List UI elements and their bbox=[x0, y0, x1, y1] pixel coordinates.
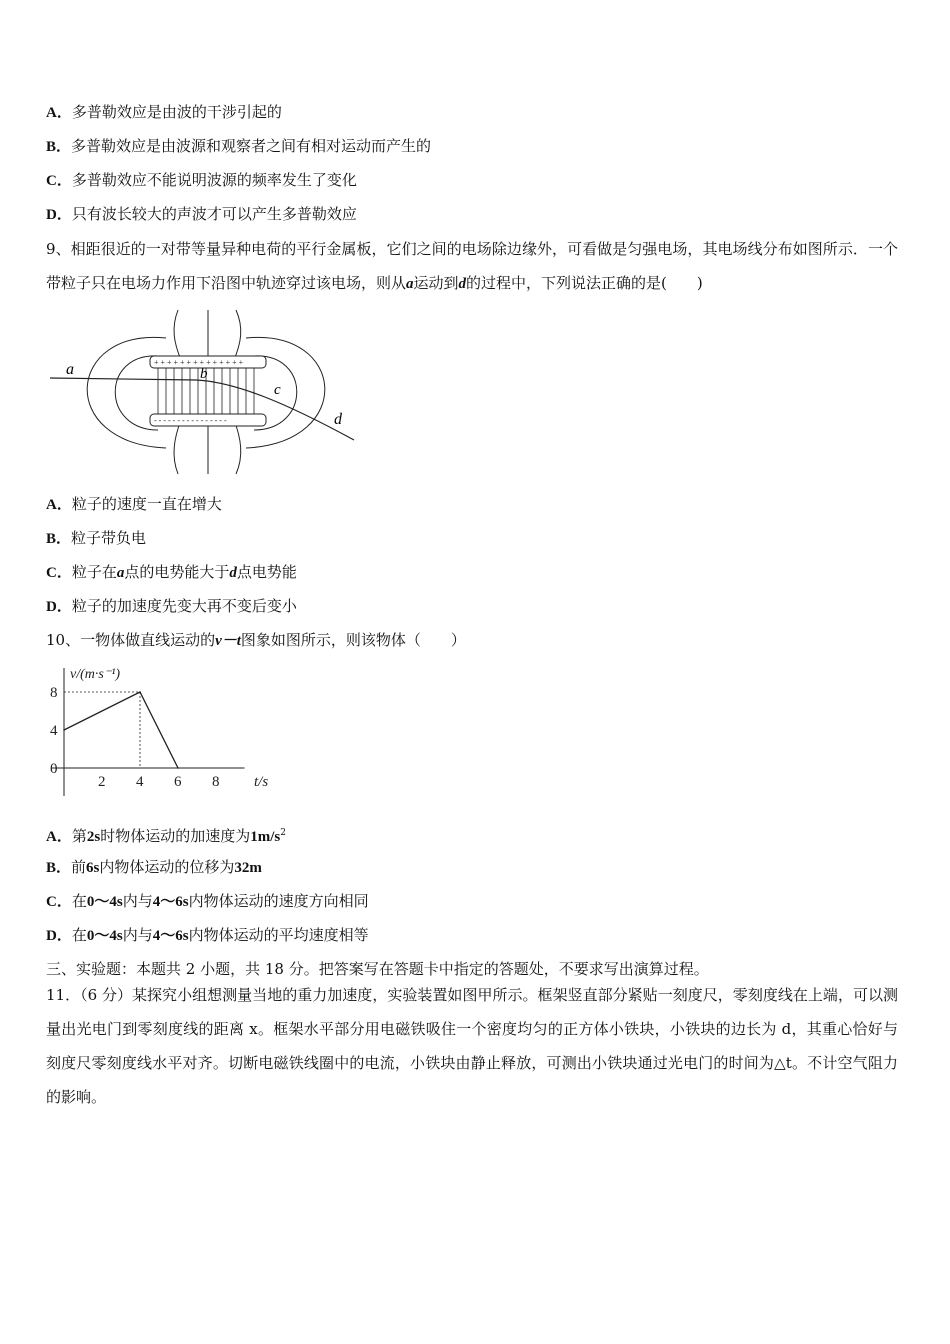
electric-field-diagram bbox=[46, 308, 366, 478]
y-axis-label: v/(m·s⁻¹) bbox=[70, 667, 121, 682]
svg-text:- - - - - - - - - - - - - - -: - - - - - - - - - - - - - - - - bbox=[154, 416, 227, 425]
y-tick-label: 4 bbox=[50, 723, 58, 739]
x-axis-label: t/s bbox=[254, 774, 269, 790]
y-tick-label: 8 bbox=[50, 685, 58, 701]
data-point bbox=[63, 729, 65, 731]
q8-option-b: B．多普勒效应是由波源和观察者之间有相对运动而产生的 bbox=[46, 137, 432, 155]
q8-option-c: C．多普勒效应不能说明波源的频率发生了变化 bbox=[46, 171, 357, 189]
data-point bbox=[139, 691, 141, 693]
fringe-line-up-1 bbox=[174, 310, 181, 360]
fringe-line-down-1 bbox=[174, 420, 181, 474]
particle-trajectory bbox=[50, 378, 354, 440]
field-line-left-outer bbox=[87, 337, 166, 448]
q10-option-c: C．在0～4s内与4～6s内物体运动的速度方向相同 bbox=[46, 892, 369, 910]
q10-option-d: D．在0～4s内与4～6s内物体运动的平均速度相等 bbox=[46, 926, 369, 944]
section-heading: 三、实验题：本题共 2 小题，共 18 分。把答案写在答题卡中指定的答题处，不要求写出演算过程。 bbox=[46, 960, 709, 978]
label-b: b bbox=[200, 366, 208, 382]
q11-stem: 11．（6 分）某探究小组想测量当地的重力加速度，实验装置如图甲所示。框架竖直部分紧贴一刻度尺，零刻度线在上端，可以测量出光电门到零刻度线的距离 x。框架水平部分用电磁铁吸住一个密度均匀的正方体小铁块，小铁块的边长为 d，其重心恰好与刻度尺零刻度线水平对齐。切断电磁铁线圈中的电流，小铁块由静止释放，可测出小铁块通过光电门的时间为△t。不计空气阻力的影响。 bbox=[46, 986, 898, 1106]
vt-graph bbox=[46, 660, 286, 802]
q10-stem: 10、一物体做直线运动的v－t图象如图所示，则该物体（ ） bbox=[46, 631, 466, 649]
q8-option-d: D．只有波长较大的声波才可以产生多普勒效应 bbox=[46, 205, 357, 223]
svg-text:+ + + + + + + + + + + + + +: + + + + + + + + + + + + + + bbox=[154, 358, 244, 367]
q8-option-a: A．多普勒效应是由波的干涉引起的 bbox=[46, 103, 282, 121]
q9-option-b: B．粒子带负电 bbox=[46, 529, 147, 547]
x-tick-label: 8 bbox=[212, 774, 220, 790]
data-point bbox=[177, 767, 179, 769]
plate-charges-plus bbox=[154, 358, 244, 367]
plate-charges-minus bbox=[154, 416, 227, 425]
field-line-right-outer bbox=[246, 337, 325, 448]
x-tick-label: 2 bbox=[98, 774, 106, 790]
q10-option-a: A．第2s时物体运动的加速度为$1m/s^2$ bbox=[46, 827, 286, 845]
fringe-line-down-3 bbox=[234, 420, 241, 474]
x-tick-label: 4 bbox=[136, 774, 144, 790]
label-d: d bbox=[334, 411, 342, 428]
q9-option-c: C．粒子在a点的电势能大于d点电势能 bbox=[46, 563, 297, 581]
q10-option-b: B．前6s内物体运动的位移为32m bbox=[46, 858, 262, 876]
y-tick-label: 0 bbox=[50, 761, 58, 777]
fringe-line-up-3 bbox=[234, 310, 241, 360]
label-a: a bbox=[66, 361, 74, 378]
q9-stem: 9、相距很近的一对带等量异种电荷的平行金属板，它们之间的电场除边缘外，可看做是匀强电场，其电场线分布如图所示．一个带粒子只在电场力作用下沿图中轨迹穿过该电场，则从a运动到d的过程中，下列说法正确的是( ) bbox=[46, 240, 898, 292]
velocity-line bbox=[64, 692, 178, 768]
q9-option-a: A．粒子的速度一直在增大 bbox=[46, 495, 222, 513]
q9-option-d: D．粒子的加速度先变大再不变后变小 bbox=[46, 597, 297, 615]
label-c: c bbox=[274, 382, 281, 398]
x-tick-label: 6 bbox=[174, 774, 182, 790]
